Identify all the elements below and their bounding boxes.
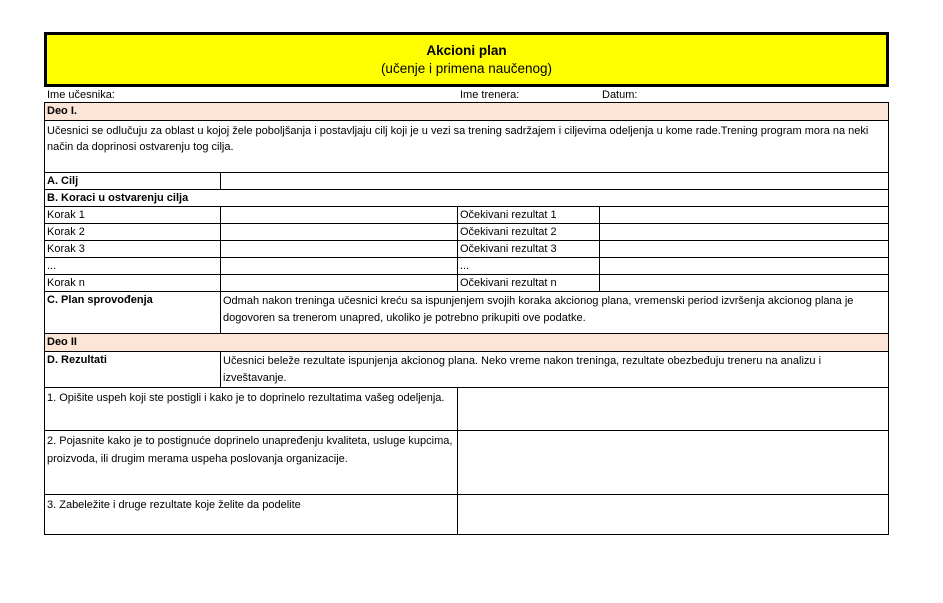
step-label: Korak 1 <box>47 209 85 221</box>
step-field[interactable] <box>220 275 457 291</box>
step-row <box>44 275 889 292</box>
step-label: Korak 3 <box>47 243 85 255</box>
results-text: Učesnici beleže rezultate ispunjenja akcionog plana. Neko vreme nakon treninga, rezultate obezbeđuju treneru na analizu i izveštavanje. <box>220 352 888 387</box>
form-title: Akcioni plan <box>426 42 507 58</box>
question-text: 1. Opišite uspeh koji ste postigli i kako je to doprinelo rezultatima vašeg odeljenja. <box>47 392 445 404</box>
part-1-heading: Deo I. <box>47 105 77 117</box>
question-text: 3. Zabeležite i druge rezultate koje želite da podelite <box>47 499 301 511</box>
part-2-heading: Deo II <box>47 336 77 348</box>
answer-field[interactable] <box>457 388 888 430</box>
step-label: Korak n <box>47 277 85 289</box>
steps-heading-row <box>44 190 889 207</box>
part-1-intro-row <box>44 121 889 173</box>
question-text: 2. Pojasnite kako je to postignuće doprinelo unapređenju kvaliteta, usluge kupcima, proizvoda, ili drugim merama uspeha poslovanja organizacije. <box>47 435 453 465</box>
answer-field[interactable] <box>457 431 888 494</box>
expected-result-field[interactable] <box>599 275 888 291</box>
step-row <box>44 258 889 275</box>
form-subtitle: (učenje i primena naučenog) <box>380 60 553 76</box>
expected-result-label: Očekivani rezultat 2 <box>457 224 599 240</box>
expected-result-field[interactable] <box>599 241 888 257</box>
step-field[interactable] <box>220 241 457 257</box>
results-label: D. Rezultati <box>47 354 107 366</box>
results-row <box>44 352 889 388</box>
header-row <box>44 87 889 103</box>
step-row <box>44 224 889 241</box>
answer-field[interactable] <box>457 495 888 534</box>
implementation-plan-text: Odmah nakon treninga učesnici kreću sa ispunjenjem svojih koraka akcionog plana, vremenski period izvršenja akcionog plana je dogovoren sa trenerom unapred, ukoliko je potrebno prikupiti ove podatke. <box>220 292 888 333</box>
part-1-intro: Učesnici se odlučuju za oblast u kojoj žele poboljšanja i postavljaju cilj koji je u vezi sa trening sadržajem i ciljevima odeljenja u kome rade.Trening program mora na neki način da doprinosi ostvarenju tog cilja. <box>47 125 869 153</box>
expected-result-label: ... <box>457 258 599 274</box>
expected-result-label: Očekivani rezultat 3 <box>457 241 599 257</box>
goal-label: A. Cilj <box>47 175 79 187</box>
expected-result-label: Očekivani rezultat n <box>457 275 599 291</box>
expected-result-field[interactable] <box>599 258 888 274</box>
question-row <box>44 495 889 535</box>
date-label: Datum: <box>602 89 638 101</box>
question-row <box>44 388 889 431</box>
step-row <box>44 207 889 224</box>
section-part-2 <box>44 334 889 352</box>
step-field[interactable] <box>220 224 457 240</box>
question-row <box>44 431 889 495</box>
expected-result-label: Očekivani rezultat 1 <box>457 207 599 223</box>
implementation-plan-label: C. Plan sprovođenja <box>47 294 153 306</box>
trainer-name-label: Ime trenera: <box>460 89 520 101</box>
expected-result-field[interactable] <box>599 224 888 240</box>
title-banner <box>44 32 889 87</box>
goal-row <box>44 173 889 190</box>
step-row <box>44 241 889 258</box>
expected-result-field[interactable] <box>599 207 888 223</box>
step-field[interactable] <box>220 258 457 274</box>
goal-field[interactable] <box>220 173 888 189</box>
implementation-plan-row <box>44 292 889 334</box>
participant-name-label: Ime učesnika: <box>47 89 115 101</box>
action-plan-form <box>44 32 889 535</box>
step-field[interactable] <box>220 207 457 223</box>
steps-label: B. Koraci u ostvarenju cilja <box>47 192 189 204</box>
step-label: ... <box>47 260 57 272</box>
section-part-1 <box>44 103 889 121</box>
step-label: Korak 2 <box>47 226 85 238</box>
